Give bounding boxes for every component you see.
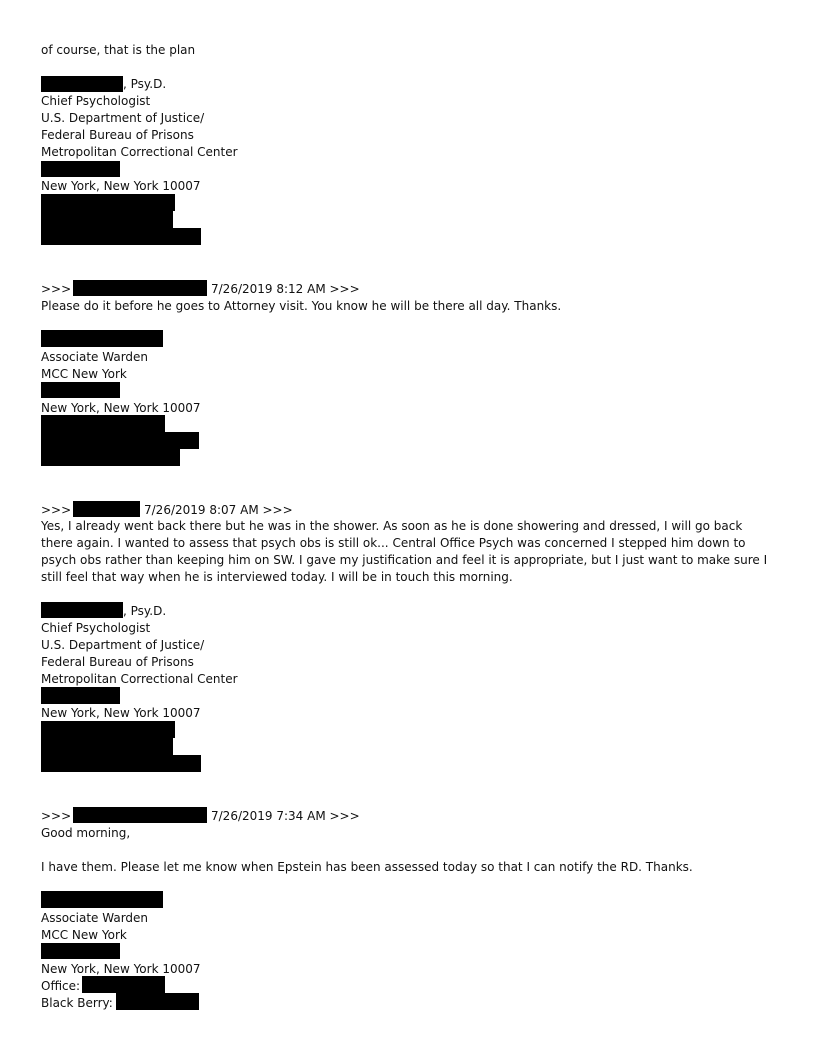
reply-line: of course, that is the plan: [41, 43, 196, 57]
redacted-contact: [41, 194, 175, 211]
message-greeting: Good morning,: [41, 826, 131, 840]
redacted-contact: [41, 449, 180, 466]
redacted-name: [41, 76, 123, 92]
signature-credential: , Psy.D.: [123, 77, 167, 91]
signature-department: U.S. Department of Justice/: [41, 638, 205, 652]
redacted-contact: [41, 755, 201, 772]
signature-department: U.S. Department of Justice/: [41, 111, 205, 125]
signature-title: Chief Psychologist: [41, 621, 151, 635]
signature-city: New York, New York 10007: [41, 962, 201, 976]
redacted-address: [41, 943, 120, 959]
signature-city: New York, New York 10007: [41, 179, 201, 193]
quote-prefix: >>>: [41, 503, 72, 517]
message-body: Please do it before he goes to Attorney visit. You know he will be there all day. Thanks.: [41, 299, 562, 313]
signature-facility: Metropolitan Correctional Center: [41, 672, 238, 686]
office-label: Office:: [41, 979, 81, 993]
message-date: 7/26/2019 8:12 AM >>>: [211, 282, 360, 296]
quote-prefix: >>>: [41, 809, 72, 823]
message-date: 7/26/2019 8:07 AM >>>: [144, 503, 293, 517]
redacted-phone: [116, 993, 199, 1010]
signature-bureau: Federal Bureau of Prisons: [41, 128, 194, 142]
redacted-contact: [41, 415, 165, 432]
redacted-contact: [41, 721, 175, 738]
redacted-sender: [73, 501, 140, 517]
signature-org: MCC New York: [41, 367, 127, 381]
redacted-contact: [41, 432, 199, 449]
signature-bureau: Federal Bureau of Prisons: [41, 655, 194, 669]
quote-prefix: >>>: [41, 282, 72, 296]
signature-title: Associate Warden: [41, 911, 149, 925]
signature-facility: Metropolitan Correctional Center: [41, 145, 238, 159]
redacted-contact: [41, 228, 201, 245]
redacted-sender: [73, 807, 207, 823]
redacted-address: [41, 382, 120, 398]
redacted-contact: [41, 738, 173, 755]
signature-credential: , Psy.D.: [123, 604, 167, 618]
signature-city: New York, New York 10007: [41, 401, 201, 415]
redacted-address: [41, 161, 120, 177]
redacted-address: [41, 687, 120, 704]
blackberry-label: Black Berry:: [41, 996, 113, 1010]
message-body: I have them. Please let me know when Epstein has been assessed today so that I can notify the RD. Thanks.: [41, 860, 693, 874]
signature-title: Chief Psychologist: [41, 94, 151, 108]
message-body: Yes, I already went back there but he was in the shower. As soon as he is done showering and dressed, I will go back there again. I wanted to assess that psych obs is still ok... Central Office Psych was concerned I stepped him down to psych obs rather than keeping him on SW. I gave my justification and feel it is appropriate, but I just want to make sure I still feel that way when he is interviewed today. I will be in touch this morning.: [41, 519, 768, 584]
signature-org: MCC New York: [41, 928, 127, 942]
redacted-name: [41, 330, 163, 347]
redacted-sender: [73, 280, 207, 296]
signature-city: New York, New York 10007: [41, 706, 201, 720]
redacted-phone: [82, 976, 165, 993]
signature-title: Associate Warden: [41, 350, 149, 364]
message-date: 7/26/2019 7:34 AM >>>: [211, 809, 360, 823]
redacted-name: [41, 602, 123, 618]
redacted-name: [41, 891, 163, 908]
redacted-contact: [41, 211, 173, 228]
